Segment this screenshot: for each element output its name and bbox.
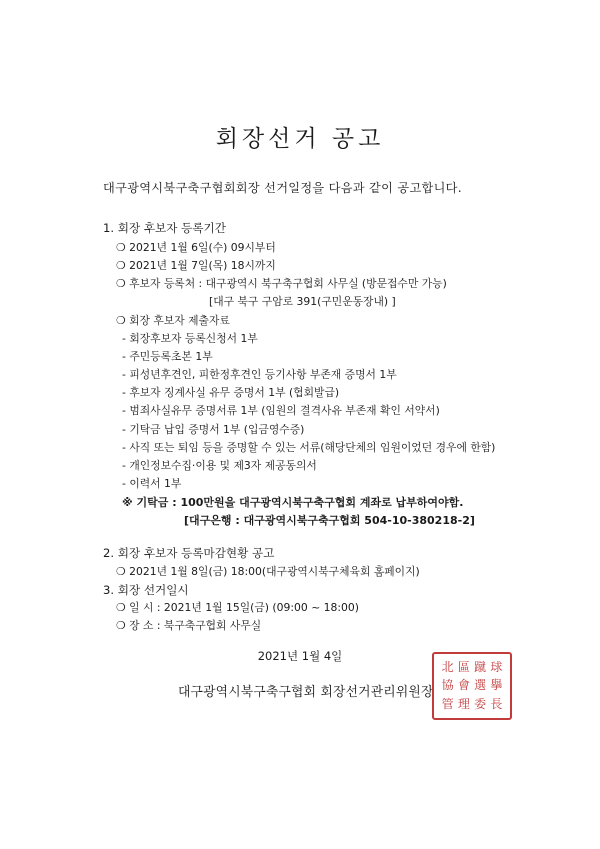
seal-character: 北: [441, 660, 454, 674]
announcement-date: 2021년 1월 4일: [257, 649, 343, 663]
page-title: 회장선거 공고: [215, 126, 385, 152]
registration-address: [대구 북구 구암로 391(구민운동장내) ]: [209, 295, 396, 308]
seal-character: 理: [457, 696, 470, 711]
seal-character: 蹴: [474, 660, 487, 674]
section3-heading: 3. 회장 선거일시: [103, 583, 189, 597]
section1-heading: 1. 회장 후보자 등록기간: [103, 221, 226, 235]
doc-item: - 기탁금 납입 증명서 1부 (입금영수증): [122, 423, 305, 436]
docs-heading: ❍ 회장 후보자 제출자료: [116, 314, 230, 327]
election-place: ❍ 장 소 : 북구축구협회 사무실: [116, 619, 262, 632]
doc-item: - 개인정보수집·이용 및 제3자 제공동의서: [122, 459, 317, 472]
registration-place: ❍ 후보자 등록처 : 대구광역시 북구축구협회 사무실 (방문접수만 가능): [116, 277, 447, 290]
bank-account: [대구은행 : 대구광역시북구축구협회 504-10-380218-2]: [184, 514, 475, 527]
doc-item: - 후보자 징계사실 유무 증명서 1부 (협회발급): [122, 386, 340, 399]
deposit-note: ※ 기탁금 : 100만원을 대구광역시북구축구협회 계좌로 납부하여야함.: [122, 496, 464, 509]
doc-item: - 사직 또는 퇴임 등을 증명할 수 있는 서류(해당단체의 임원이었던 경우에 한함): [122, 441, 496, 454]
seal-character: 會: [457, 678, 470, 693]
seal-character: 擧: [490, 678, 503, 693]
seal-character: 區: [457, 660, 470, 674]
seal-character: 協: [441, 678, 454, 693]
doc-item: - 이력서 1부: [122, 477, 182, 490]
registration-end: ❍ 2021년 1월 7일(목) 18시까지: [116, 259, 276, 272]
doc-item: - 주민등록초본 1부: [122, 350, 213, 363]
registration-start: ❍ 2021년 1월 6일(수) 09시부터: [116, 241, 276, 254]
official-seal: [432, 652, 512, 720]
announcement-line: ❍ 2021년 1월 8일(금) 18:00(대구광역시북구체육회 홈페이지): [116, 565, 420, 578]
section2-heading: 2. 회장 후보자 등록마감현황 공고: [103, 546, 275, 560]
seal-character: 選: [474, 678, 487, 693]
organization-name: 대구광역시북구축구협회 회장선거관리위원장: [178, 685, 434, 700]
seal-character: 管: [441, 696, 454, 711]
intro-text: 대구광역시북구축구협회회장 선거일정을 다음과 같이 공고합니다.: [103, 181, 462, 195]
seal-character: 球: [490, 660, 503, 674]
doc-item: - 피성년후견인, 피한정후견인 등기사항 부존재 증명서 1부: [122, 368, 397, 381]
seal-character: 長: [490, 696, 503, 711]
doc-item: - 회장후보자 등록신청서 1부: [122, 332, 258, 345]
seal-character: 委: [474, 696, 487, 711]
doc-item: - 범죄사실유무 증명서류 1부 (임원의 결격사유 부존재 확인 서약서): [122, 404, 440, 417]
election-date: ❍ 일 시 : 2021년 1월 15일(금) (09:00 ~ 18:00): [116, 601, 359, 614]
